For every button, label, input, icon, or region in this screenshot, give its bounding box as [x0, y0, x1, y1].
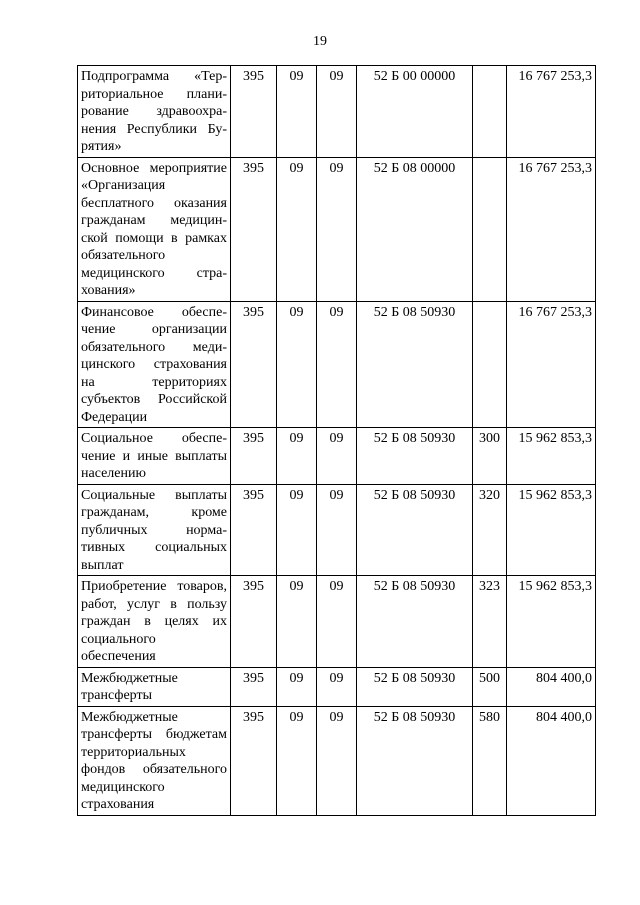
ministry-code-cell: 395	[231, 706, 277, 815]
expense-type-cell: 500	[473, 667, 507, 706]
amount-cell: 15 962 853,3	[507, 484, 596, 576]
budget-table	[77, 65, 596, 816]
subsection-code-cell: 09	[317, 66, 357, 158]
target-article-cell: 52 Б 08 50930	[357, 576, 473, 668]
ministry-code-cell: 395	[231, 576, 277, 668]
ministry-code-cell: 395	[231, 157, 277, 301]
amount-cell: 16 767 253,3	[507, 66, 596, 158]
table-row	[78, 706, 596, 815]
section-code-cell: 09	[277, 157, 317, 301]
table-row	[78, 667, 596, 706]
target-article-cell: 52 Б 08 50930	[357, 667, 473, 706]
section-code-cell: 09	[277, 484, 317, 576]
ministry-code-cell: 395	[231, 484, 277, 576]
section-code-cell: 09	[277, 301, 317, 428]
amount-cell: 15 962 853,3	[507, 576, 596, 668]
amount-cell: 804 400,0	[507, 706, 596, 815]
target-article-cell: 52 Б 08 50930	[357, 706, 473, 815]
expense-type-cell: 580	[473, 706, 507, 815]
subsection-code-cell: 09	[317, 484, 357, 576]
amount-cell: 16 767 253,3	[507, 157, 596, 301]
page-number: 19	[313, 34, 327, 49]
row-name-cell: Основное мероприятие «Организация бесплатного оказания гражданам медицинской помощи в рамках обязательного медицинского страхования»	[78, 157, 231, 301]
target-article-cell: 52 Б 00 00000	[357, 66, 473, 158]
expense-type-cell: 300	[473, 428, 507, 485]
table-row	[78, 576, 596, 668]
amount-cell: 16 767 253,3	[507, 301, 596, 428]
subsection-code-cell: 09	[317, 428, 357, 485]
row-name-cell: Межбюджетные трансферты	[78, 667, 231, 706]
target-article-cell: 52 Б 08 00000	[357, 157, 473, 301]
row-name-cell: Подпрограмма «Территориальное планирование здравоохранения Республики Бурятия»	[78, 66, 231, 158]
target-article-cell: 52 Б 08 50930	[357, 484, 473, 576]
table-row	[78, 66, 596, 158]
amount-cell: 804 400,0	[507, 667, 596, 706]
subsection-code-cell: 09	[317, 706, 357, 815]
amount-cell: 15 962 853,3	[507, 428, 596, 485]
table-row	[78, 157, 596, 301]
section-code-cell: 09	[277, 667, 317, 706]
section-code-cell: 09	[277, 66, 317, 158]
target-article-cell: 52 Б 08 50930	[357, 301, 473, 428]
row-name-cell: Социальные выплаты гражданам, кроме публичных нормативных социальных выплат	[78, 484, 231, 576]
ministry-code-cell: 395	[231, 66, 277, 158]
ministry-code-cell: 395	[231, 301, 277, 428]
subsection-code-cell: 09	[317, 667, 357, 706]
expense-type-cell: 320	[473, 484, 507, 576]
ministry-code-cell: 395	[231, 667, 277, 706]
expense-type-cell	[473, 301, 507, 428]
row-name-cell: Социальное обеспечение и иные выплаты населению	[78, 428, 231, 485]
expense-type-cell: 323	[473, 576, 507, 668]
row-name-cell: Межбюджетные трансферты бюджетам территориальных фондов обязательного медицинского страхования	[78, 706, 231, 815]
subsection-code-cell: 09	[317, 157, 357, 301]
expense-type-cell	[473, 157, 507, 301]
section-code-cell: 09	[277, 428, 317, 485]
ministry-code-cell: 395	[231, 428, 277, 485]
subsection-code-cell: 09	[317, 301, 357, 428]
target-article-cell: 52 Б 08 50930	[357, 428, 473, 485]
row-name-cell: Приобретение товаров, работ, услуг в пользу граждан в целях их социального обеспечения	[78, 576, 231, 668]
expense-type-cell	[473, 66, 507, 158]
table-row	[78, 301, 596, 428]
subsection-code-cell: 09	[317, 576, 357, 668]
section-code-cell: 09	[277, 706, 317, 815]
table-row	[78, 484, 596, 576]
section-code-cell: 09	[277, 576, 317, 668]
table-row	[78, 428, 596, 485]
row-name-cell: Финансовое обеспечение организации обязательного медицинского страхования на территориях субъектов Российской Федерации	[78, 301, 231, 428]
